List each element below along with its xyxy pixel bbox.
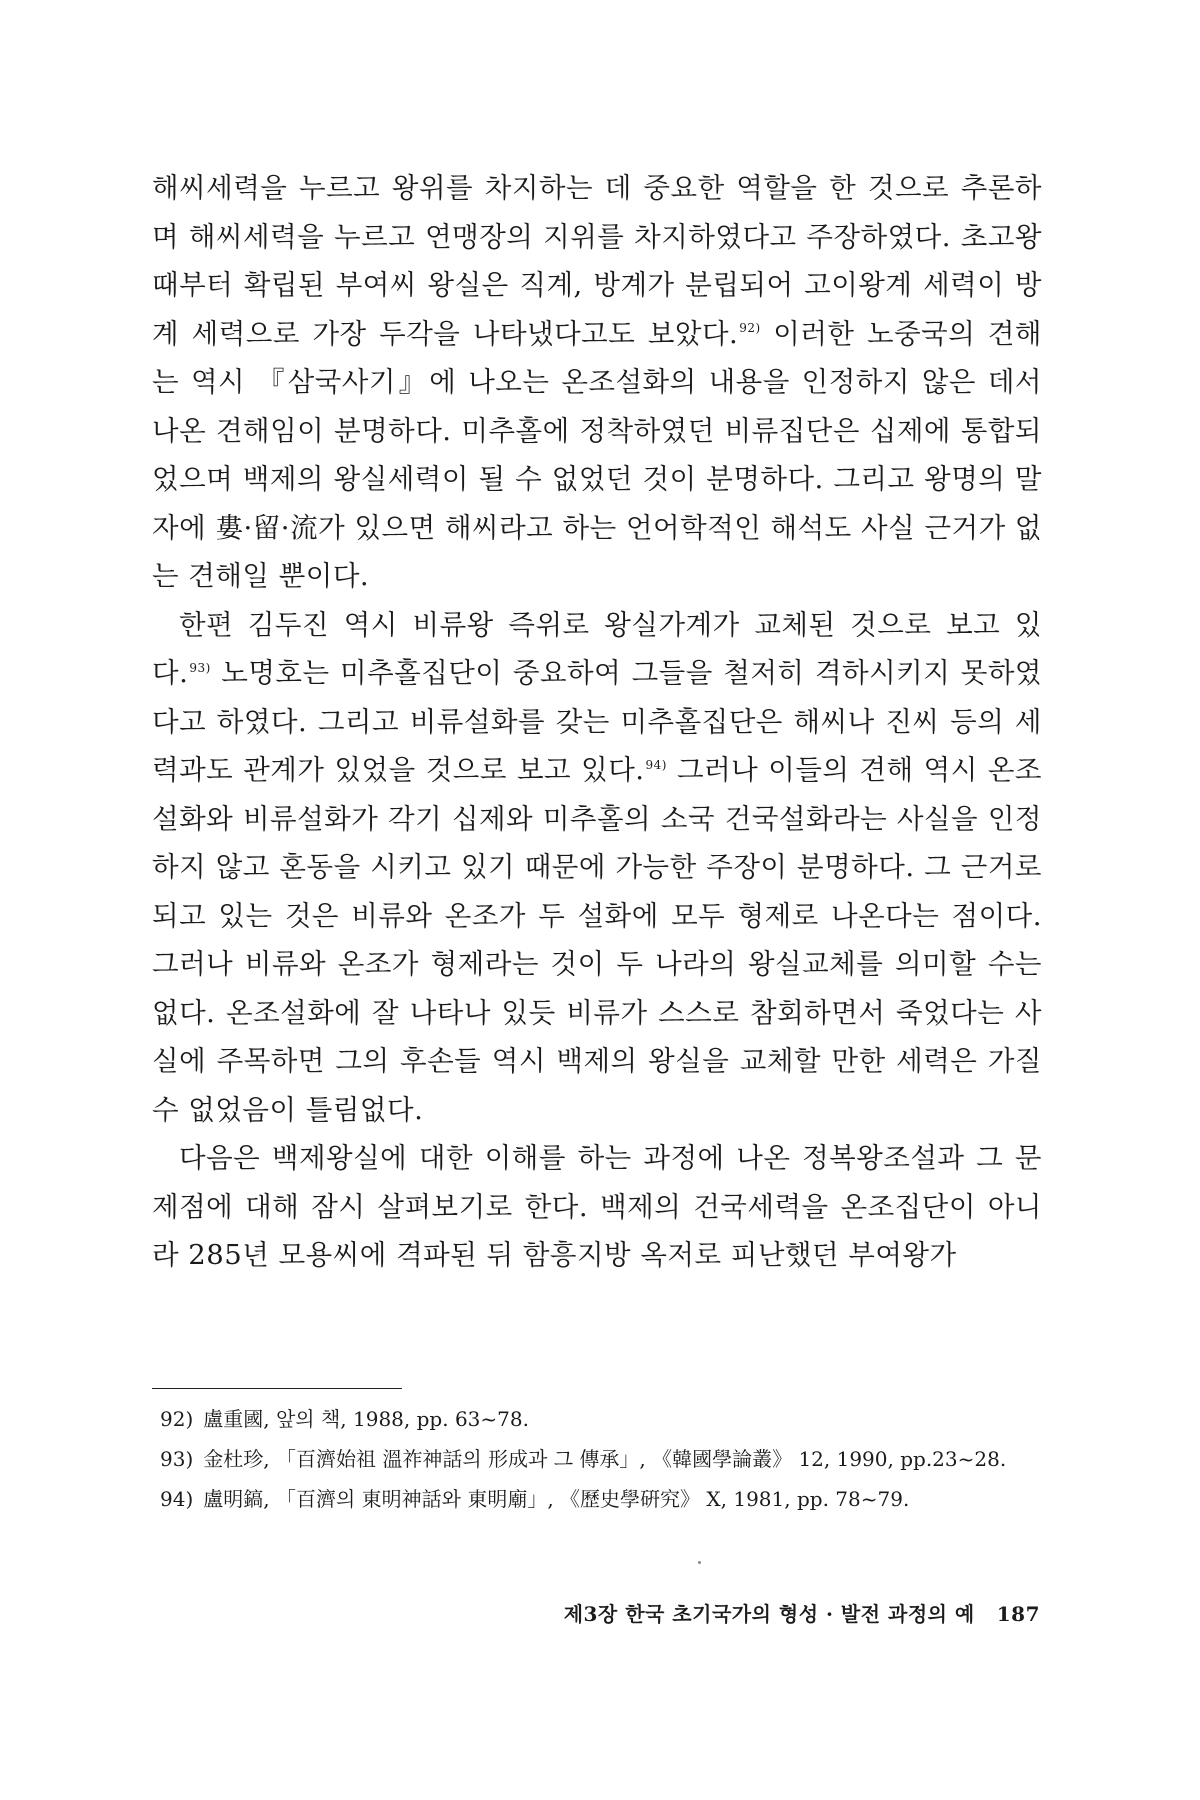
paragraph-text: 한편 김두진 역시 비류왕 즉위로 왕실가계가 교체된 것으로 보고 있다. xyxy=(152,608,1042,689)
paragraph-text: 다음은 백제왕실에 대한 이해를 하는 과정에 나온 정복왕조설과 그 문제점에 대해 잠시 살펴보기로 한다. 백제의 건국세력을 온조집단이 아니라 285년 모용씨에 격파된 뒤 함흥지방 옥저로 피난했던 부여왕가 xyxy=(152,1142,1042,1271)
footnote-divider xyxy=(152,1388,402,1389)
footnote xyxy=(160,1482,1040,1516)
paragraph-text: 이러한 노중국의 견해는 역시 『삼국사기』에 나오는 온조설화의 내용을 인정하지 않은 데서 나온 견해임이 분명하다. 미추홀에 정착하였던 비류집단은 십제에 통합되었으며 백제의 왕실세력이 될 수 없었던 것이 분명하다. 그리고 왕명의 말자에 婁·留·流가 있으면 해씨라고 하는 언어학적인 해석도 사실 근거가 없는 견해일 뿐이다. xyxy=(152,317,1042,592)
footnote-reference: 92) xyxy=(739,321,761,336)
footnote-reference: 93) xyxy=(189,660,211,675)
page-number: 187 xyxy=(996,1602,1040,1626)
paragraph xyxy=(152,1134,1042,1280)
running-footer xyxy=(564,1598,1040,1627)
body-text xyxy=(152,164,1042,1280)
paragraph-text: 그러나 이들의 견해 역시 온조설화와 비류설화가 각기 십제와 미추홀의 소국 건국설화라는 사실을 인정하지 않고 혼동을 시키고 있기 때문에 가능한 주장이 분명하다. 그 근거로 되고 있는 것은 비류와 온조가 두 설화에 모두 형제로 나온다는 점이다. 그러나 비류와 온조가 형제라는 것이 두 나라의 왕실교체를 의미할 수는 없다. 온조설화에 잘 나타나 있듯 비류가 스스로 참회하면서 죽었다는 사실에 주목하면 그의 후손들 역시 백제의 왕실을 교체할 만한 세력은 가질 수 없었음이 틀림없다. xyxy=(152,754,1042,1126)
paragraph-text: 노명호는 미추홀집단이 중요하여 그들을 철저히 격하시키지 못하였다고 하였다. 그리고 비류설화를 갖는 미추홀집단은 해씨나 진씨 등의 세력과도 관계가 있었을 것으로 보고 있다. xyxy=(152,657,1042,786)
footnote xyxy=(160,1442,1040,1476)
footnotes xyxy=(160,1402,1040,1522)
paragraph xyxy=(152,601,1042,1135)
speck-mark xyxy=(698,1561,701,1564)
footnote-reference: 94) xyxy=(645,757,667,772)
footnote-text: 盧明鎬, 「百濟의 東明神話와 東明廟」, 《歷史學硏究》 X, 1981, pp. 78~79. xyxy=(203,1487,910,1511)
footnote-number: 93) xyxy=(160,1447,194,1471)
paragraph-text: 해씨세력을 누르고 왕위를 차지하는 데 중요한 역할을 한 것으로 추론하며 해씨세력을 누르고 연맹장의 지위를 차지하였다고 주장하였다. 초고왕 때부터 확립된 부여씨 왕실은 직계, 방계가 분립되어 고이왕계 세력이 방계 세력으로 가장 두각을 나타냈다고도 보았다. xyxy=(152,172,1042,350)
chapter-title: 제3장 한국 초기국가의 형성 · 발전 과정의 예 xyxy=(563,1602,975,1626)
footnote-number: 94) xyxy=(160,1487,194,1511)
paragraph xyxy=(152,164,1042,601)
footnote xyxy=(160,1402,1040,1436)
footnote-number: 92) xyxy=(160,1407,194,1431)
footnote-text: 盧重國, 앞의 책, 1988, pp. 63~78. xyxy=(203,1407,529,1431)
footnote-text: 金杜珍, 「百濟始祖 溫祚神話의 形成과 그 傳承」, 《韓國學論叢》 12, 1990, pp.23~28. xyxy=(203,1447,1007,1471)
